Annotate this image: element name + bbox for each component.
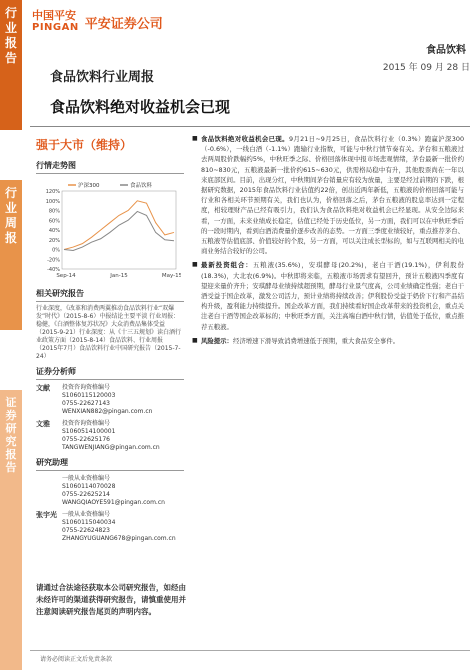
y-tick-label: 0% [52,247,60,254]
researcher-details [62,475,184,507]
researcher-email[interactable]: ZHANGYUGUANG678@pingan.com.cn [62,535,176,542]
analyst-line: S1060514100001 [62,428,116,435]
price-chart-svg [36,177,181,282]
analyst-email[interactable]: TANGWENJIANG@pingan.com.cn [62,444,160,451]
header-industry [426,38,466,57]
related-reports-text: 行业深度，《改革和消费两翼推动食品饮料行业“双爆发”时代》（2015-8-6）中报结论主要平淡 行业周报：稳健，《白酒整体复苏状况》大众消费品集体受益（2015-9-21）行业深度：从《十三五规划》读白酒行业政策方面（2015-8-14）食品饮料、行业周报（2015年7月）食品饮料行业中国研究报告（2015-7-24） [36,305,182,360]
y-tick-label: -40% [47,267,60,273]
sidebar-char: 报 [4,231,17,245]
paragraph-portfolio [192,260,464,331]
sidebar-char: 究 [5,435,17,448]
paragraph-text: 五粮液(35.6%)，安琪酵母(20.2%)，老白干酒(19.1%)，伊利股份(18.3%)，大北农(6.9%)。中秋即将来临，五粮液市场需求有望回升，预计五粮液四季度有望迎来量价齐升；安琪酵母业绩持续超预期，酵母行业景气度高，公司业绩确定性强；老白干酒受益于国企改革，激发公司活力，预计业绩将持续改善；伊利股份受益于奶价下行和产品结构升级，盈利能力持续提升。国企改革方面，我们持续看好国企改革带来的投资机会，重点关注老白干酒等国企改革标的；中秋旺季方面，关注高端白酒中秋行情，估值处于低位，重点推荐五粮液。 [201,261,464,331]
researcher-entry [36,511,184,543]
x-tick-label: Jan-15 [110,273,128,279]
report-type: 食品饮料行业周报 [50,70,155,85]
y-tick-label: 100% [45,198,60,205]
disclaimer: 请通过合法途径获取本公司研究报告，如经由未经许可的渠道获得研究报告，请慎重使用并注意阅读研究报告尾页的声明内容。 [36,583,186,616]
left-column [36,160,184,543]
sidebar-char: 业 [4,21,17,35]
paragraph-text: 经济增速下滑导致消费增速低于预期，重大食品安全事件。 [232,336,400,345]
paragraph-text: 9月21日~9月25日，食品饮料行业（0.3%）跑赢沪深300（-0.6%），一线白酒（-1.1%）跑输行业指数，可能与中秋行情节奏有关。茅台和五粮液过去两周股价跌幅约5%，中秋旺季之际、价格回落体现中报市场悲观情绪，茅台最新一批价约810~830元，五粮液最新一批价约615~630元，供需格局稳中有升，其他股票尚在一年以来底部区间。目前，出现分红，中秋期间茅台销量应有较为放量，主要是经过前期的下跌，根据研究数据，2015年食品饮料行业估值约22倍，创出近两年新低，五粮液的价格回落可能与行业和各相关环节预期有关，我们也认为，价格回落之后，茅台五粮液的股息率达到一定程度，相较理财产品已经有吸引力，我们认为食品饮料绝对收益机会已经显现。从安全边际来看，一方面，未来业绩成长稳定，估值已经处于历史低位，另一方面，我们可以在中秋旺季后的一段时期内，看到白酒消费量价逐步改善的态势。一方面三季度业绩较好，重点推荐茅台、五粮液等估值底部、价值较好的个股，另一方面，可以关注成长型标的，如与互联网相关的电商业务结合较好的公司。 [201,135,465,256]
y-tick-label: 120% [45,189,60,195]
paragraph-summary [192,134,464,256]
researcher-name: 张宇光 [36,511,57,519]
researcher-line: 0755-22624823 [62,527,110,534]
analysts-heading: 证券分析师 [36,366,184,380]
logo-en: PINGAN [32,22,79,33]
researcher-line: 0755-22625214 [62,491,110,498]
body-text [192,134,464,350]
paragraph-heading: 风险提示： [201,336,233,345]
related-reports-heading: 相关研究报告 [36,288,184,302]
sidebar-char: 证 [5,396,17,409]
company-logo [30,10,163,34]
footer-note: 请务必阅读正文后免责条款 [40,656,113,663]
chart-frame [62,191,176,269]
sidebar-char: 业 [4,201,17,215]
y-tick-label: 20% [48,237,60,244]
sidebar-segment-industry-report [0,0,22,130]
sidebar-char: 报 [4,36,17,50]
rating-label: 强于大市（维持） [36,138,133,152]
sidebar-char: 研 [5,422,17,435]
analyst-line: S1060115120003 [62,392,116,399]
page-header [30,6,470,56]
researcher-email[interactable]: WANGQIAOYE591@pingan.com.cn [62,499,165,506]
chart-heading: 行情走势图 [36,160,184,174]
x-tick-label: May-15 [161,273,181,279]
analyst-name: 文雅 [36,420,50,428]
analyst-entry [36,420,184,452]
sidebar-char: 行 [4,6,17,20]
paragraph-heading: 食品饮料绝对收益机会已现。 [201,135,289,143]
legend-label: 食品饮料 [130,183,153,189]
analyst-entry [36,384,184,416]
sidebar-char: 行 [4,186,17,200]
sidebar-segment-weekly-report [0,180,22,330]
researcher-name [36,475,62,507]
researcher-line: 一般从业资格编号 [62,475,111,482]
legend-label: 沪深300 [78,183,100,189]
logo-text [32,10,79,34]
paragraph-risk [192,336,464,346]
sidebar-char: 券 [5,409,17,422]
company-name: 平安证券公司 [84,16,163,32]
title-divider [30,126,470,127]
researcher-entry [36,475,184,507]
report-title: 食品饮料绝对收益机会已现 [50,98,231,116]
industry-label: 食品饮料 [426,45,466,56]
footer-divider [30,650,470,651]
researcher-line: S1060114070028 [62,483,116,490]
y-tick-label: 40% [48,228,60,234]
sidebar [0,0,22,670]
analyst-line: 投资咨询资格编号 [62,420,111,427]
analyst-email[interactable]: WENXIAN882@pingan.com.cn [62,408,153,415]
logo-cn: 中国平安 [32,9,76,22]
price-chart [36,177,181,282]
researchers-heading: 研究助理 [36,457,184,471]
researcher-details [62,511,184,543]
researcher-line: 一般从业资格编号 [62,511,111,518]
sidebar-segment-research-report [0,390,22,670]
analyst-name: 文献 [36,384,50,392]
sidebar-char: 告 [5,461,17,474]
report-date: 2015 年 09 月 28 日 [382,63,470,73]
y-tick-label: 80% [48,208,60,215]
researcher-line: S1060115040034 [62,519,116,526]
paragraph-heading: 最新投资组合： [201,261,253,270]
analyst-details [62,384,184,416]
sidebar-char: 报 [5,448,17,461]
analyst-line: 0755-22625176 [62,436,110,443]
analyst-details [62,420,184,452]
y-tick-label: 60% [48,218,60,225]
sidebar-char: 告 [4,51,17,65]
x-tick-label: Sep-14 [56,273,76,279]
analyst-line: 0755-22627143 [62,400,110,407]
y-tick-label: -20% [47,257,60,264]
sidebar-char: 周 [4,216,17,230]
analyst-line: 投资咨询资格编号 [62,384,111,391]
